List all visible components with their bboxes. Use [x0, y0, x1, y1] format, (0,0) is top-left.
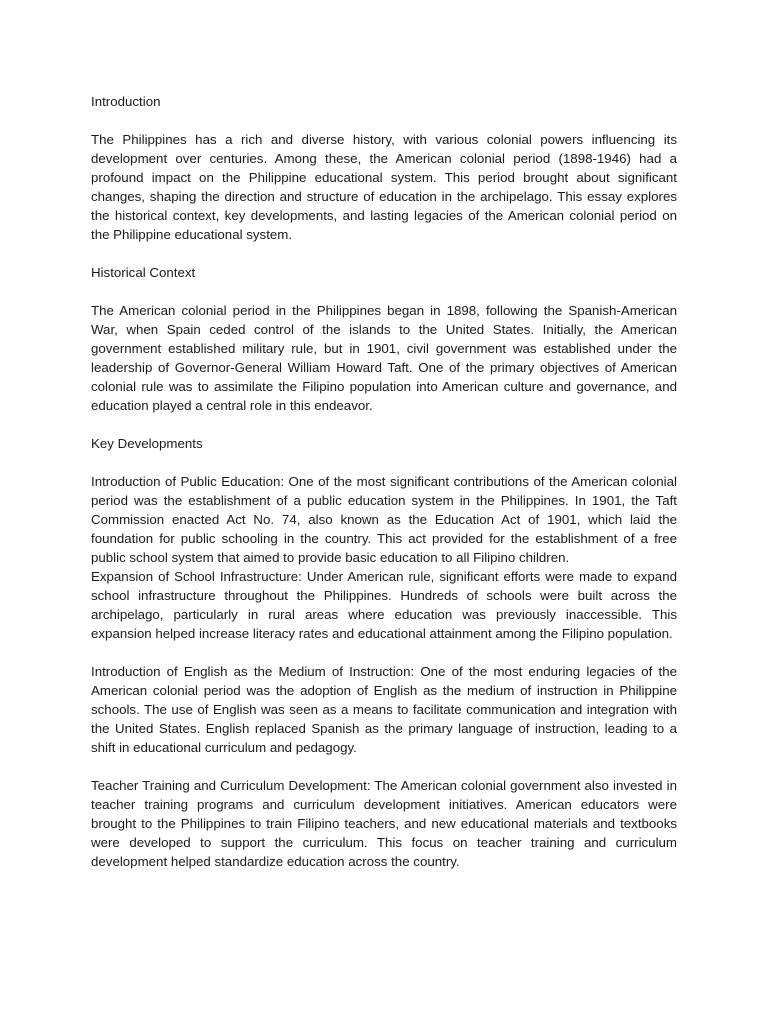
introduction-paragraph: The Philippines has a rich and diverse history, with various colonial powers influencing its development over centuries. Among these, the American colonial period (1898-1946) had a profound impact on the Philippine educational system. This period brought about significant changes, shaping the direction and structure of education in the archipelago. This essay explores the historical context, key developments, and lasting legacies of the American colonial period on the Philippine educational system. — [91, 132, 677, 242]
section-heading-key-developments: Key Developments — [91, 436, 203, 451]
teacher-training-paragraph: Teacher Training and Curriculum Development: The American colonial government also invested in teacher training programs and curriculum development initiatives. American educators were brought to the Philippines to train Filipino teachers, and new educational materials and textbooks were developed to support the curriculum. This focus on teacher training and curriculum development helped standardize education across the country. — [91, 778, 677, 869]
public-education-paragraph: Introduction of Public Education: One of the most significant contributions of the American colonial period was the establishment of a public education system in the Philippines. In 1901, the Taft Commission enacted Act No. 74, also known as the Education Act of 1901, which laid the foundation for public schooling in the country. This act provided for the establishment of a free public school system that aimed to provide basic education to all Filipino children. — [91, 474, 677, 565]
historical-context-paragraph: The American colonial period in the Philippines began in 1898, following the Spanish-American War, when Spain ceded control of the islands to the United States. Initially, the American government established military rule, but in 1901, civil government was established under the leadership of Governor-General William Howard Taft. One of the primary objectives of American colonial rule was to assimilate the Filipino population into American culture and governance, and education played a central role in this endeavor. — [91, 303, 677, 413]
school-infrastructure-paragraph: Expansion of School Infrastructure: Under American rule, significant efforts were made to expand school infrastructure throughout the Philippines. Hundreds of schools were built across the archipelago, particularly in rural areas where education was previously inaccessible. This expansion helped increase literacy rates and educational attainment among the Filipino population. — [91, 569, 677, 641]
document-page — [91, 92, 677, 890]
section-heading-introduction: Introduction — [91, 94, 161, 109]
english-instruction-paragraph: Introduction of English as the Medium of Instruction: One of the most enduring legacies of the American colonial period was the adoption of English as the medium of instruction in Philippine schools. The use of English was seen as a means to facilitate communication and integration with the United States. English replaced Spanish as the primary language of instruction, leading to a shift in educational curriculum and pedagogy. — [91, 664, 677, 755]
section-heading-historical-context: Historical Context — [91, 265, 196, 280]
